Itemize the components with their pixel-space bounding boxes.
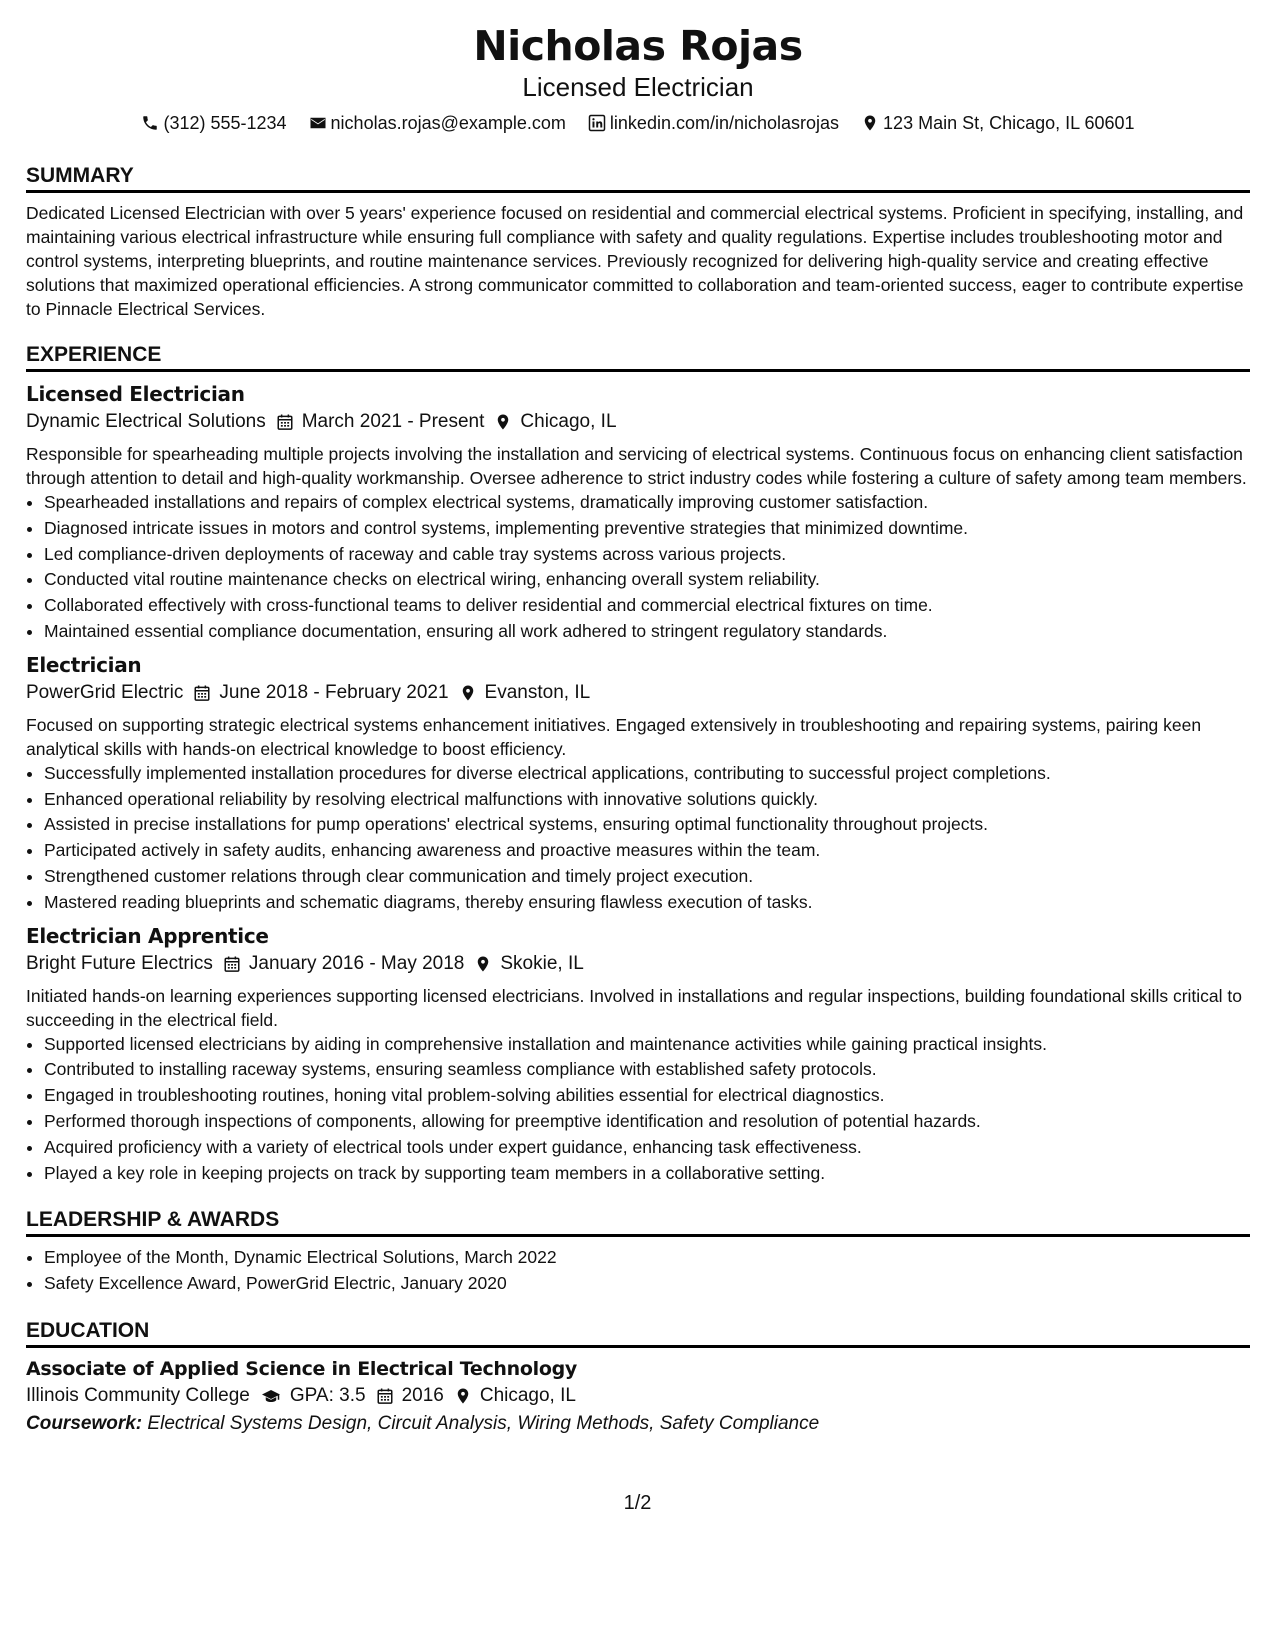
job-entry <box>26 380 1250 645</box>
job-bullets <box>26 490 1250 645</box>
job-location-text: Evanston, IL <box>484 681 591 703</box>
list-item: • Conducted vital routine maintenance checks on electrical wiring, enhancing overall system reliability. <box>44 567 1250 593</box>
resume-page <box>26 20 1250 1438</box>
job-dates-text: January 2016 - May 2018 <box>248 952 465 974</box>
job-meta <box>26 408 1250 436</box>
linkedin-icon <box>588 114 606 132</box>
job-entry <box>26 922 1250 1187</box>
contact-linkedin-text: linkedin.com/in/nicholasrojas <box>609 113 840 133</box>
contact-bar <box>26 110 1250 136</box>
job-location <box>459 679 591 707</box>
gpa <box>260 1382 366 1410</box>
list-item: • Safety Excellence Award, PowerGrid Electric, January 2020 <box>44 1271 1250 1297</box>
job-title: Electrician Apprentice <box>26 923 269 948</box>
list-item: • Led compliance-driven deployments of raceway and cable tray systems across various projects. <box>44 542 1250 568</box>
job-dates <box>276 408 485 436</box>
map-pin-icon <box>494 413 512 431</box>
graduation-cap-icon <box>260 1387 282 1405</box>
school-name: Illinois Community College <box>26 1384 250 1406</box>
company-name: Dynamic Electrical Solutions <box>26 411 266 432</box>
awards-list <box>26 1245 1250 1297</box>
job-meta <box>26 679 1250 707</box>
calendar-icon <box>193 684 211 702</box>
list-item: • Engaged in troubleshooting routines, honing vital problem-solving abilities essential for electrical diagnostics. <box>44 1083 1250 1109</box>
contact-linkedin[interactable] <box>588 110 839 136</box>
map-pin-icon <box>474 955 492 973</box>
map-pin-icon <box>861 114 879 132</box>
job-description: Focused on supporting strategic electrical systems enhancement initiatives. Engaged extensively in troubleshooting and repairing systems, pairing keen analytical skills with hands-on electrical knowledge to boost efficiency. <box>26 714 1202 759</box>
list-item: • Supported licensed electricians by aiding in comprehensive installation and maintenance activities while gaining practical insights. <box>44 1032 1250 1058</box>
summary-text: Dedicated Licensed Electrician with over 5 years' experience focused on residential and commercial electrical systems. Proficient in specifying, installing, and maintaining various electrical infrastructure while ensuring full compliance with safety and quality regulations. Expertise includes troubleshooting motor and control systems, interpreting blueprints, and routine maintenance services. Previously recognized for delivering high-quality service and creating effective solutions that maximized operational efficiencies. A strong communicator committed to collaboration and team-oriented success, eager to contribute expertise to Pinnacle Electrical Services. <box>26 203 1244 319</box>
candidate-title: Licensed Electrician <box>522 72 754 102</box>
contact-email[interactable] <box>309 110 566 136</box>
job-entry <box>26 651 1250 916</box>
list-item: • Participated actively in safety audits, enhancing awareness and proactive measures within the team. <box>44 838 1250 864</box>
envelope-icon <box>309 114 327 132</box>
graduation-year <box>376 1382 444 1410</box>
job-location-text: Skokie, IL <box>500 952 584 974</box>
map-pin-icon <box>454 1387 472 1405</box>
education-location-text: Chicago, IL <box>479 1384 576 1406</box>
candidate-name: Nicholas Rojas <box>473 22 803 70</box>
education-heading: EDUCATION <box>26 1317 1250 1348</box>
awards-heading: LEADERSHIP & AWARDS <box>26 1206 1250 1237</box>
list-item: • Employee of the Month, Dynamic Electrical Solutions, March 2022 <box>44 1245 1250 1271</box>
calendar-icon <box>376 1387 394 1405</box>
list-item: • Successfully implemented installation procedures for diverse electrical applications, contributing to successful project completions. <box>44 761 1250 787</box>
contact-address <box>861 110 1135 136</box>
list-item: • Contributed to installing raceway systems, ensuring seamless compliance with established safety protocols. <box>44 1057 1250 1083</box>
education-location <box>454 1382 576 1410</box>
job-location <box>494 408 616 436</box>
coursework-label: Coursework: <box>26 1412 143 1434</box>
list-item: • Diagnosed intricate issues in motors and control systems, implementing preventive strategies that minimized downtime. <box>44 516 1250 542</box>
job-bullets <box>26 1032 1250 1187</box>
job-dates-text: June 2018 - February 2021 <box>219 681 449 703</box>
calendar-icon <box>276 413 294 431</box>
job-title: Licensed Electrician <box>26 382 245 406</box>
job-location-text: Chicago, IL <box>520 411 617 432</box>
degree-title: Associate of Applied Science in Electrical Technology <box>26 1357 577 1380</box>
list-item: • Mastered reading blueprints and schematic diagrams, thereby ensuring flawless execution of tasks. <box>44 890 1250 916</box>
job-meta <box>26 950 1250 978</box>
job-dates <box>193 679 448 707</box>
list-item: • Assisted in precise installations for pump operations' electrical systems, ensuring optimal functionality throughout projects. <box>44 812 1250 838</box>
calendar-icon <box>223 955 241 973</box>
summary-heading: SUMMARY <box>26 162 1250 193</box>
job-dates-text: March 2021 - Present <box>301 411 485 432</box>
list-item: • Spearheaded installations and repairs of complex electrical systems, dramatically improving customer satisfaction. <box>44 490 1250 516</box>
list-item: • Performed thorough inspections of components, allowing for preemptive identification and resolution of potential hazards. <box>44 1109 1250 1135</box>
job-description: Initiated hands-on learning experiences supporting licensed electricians. Involved in installations and regular inspections, building foundational skills critical to succeeding in the electrical field. <box>26 985 1242 1030</box>
gpa-text: GPA: 3.5 <box>289 1384 366 1406</box>
contact-phone-text: (312) 555-1234 <box>163 113 287 133</box>
page-number: 1/2 <box>623 1492 652 1514</box>
contact-address-text: 123 Main St, Chicago, IL 60601 <box>883 113 1135 133</box>
job-description: Responsible for spearheading multiple projects involving the installation and servicing of electrical systems. Continuous focus on enhancing client satisfaction through attention to detail and high-quality workmanship. Oversee adherence to strict industry codes while fostering a culture of safety among team members. <box>26 444 1247 488</box>
job-dates <box>223 950 464 978</box>
list-item: • Strengthened customer relations through clear communication and timely project execution. <box>44 864 1250 890</box>
list-item: • Played a key role in keeping projects on track by supporting team members in a collaborative setting. <box>44 1161 1250 1187</box>
education-meta <box>26 1382 1250 1410</box>
graduation-year-text: 2016 <box>401 1384 444 1406</box>
job-location <box>474 950 583 978</box>
experience-heading: EXPERIENCE <box>26 341 1250 372</box>
job-title: Electrician <box>26 652 142 677</box>
list-item: • Collaborated effectively with cross-functional teams to deliver residential and commercial electrical fixtures on time. <box>44 593 1250 619</box>
company-name: PowerGrid Electric <box>26 681 184 703</box>
company-name: Bright Future Electrics <box>26 952 213 974</box>
contact-phone[interactable] <box>141 110 286 136</box>
list-item: • Maintained essential compliance documentation, ensuring all work adhered to stringent regulatory standards. <box>44 619 1250 645</box>
coursework-text: Electrical Systems Design, Circuit Analysis, Wiring Methods, Safety Compliance <box>147 1412 820 1434</box>
phone-icon <box>141 114 159 132</box>
list-item: • Acquired proficiency with a variety of electrical tools under expert guidance, enhancing task effectiveness. <box>44 1135 1250 1161</box>
job-bullets <box>26 761 1250 916</box>
list-item: • Enhanced operational reliability by resolving electrical malfunctions with innovative solutions quickly. <box>44 787 1250 813</box>
contact-email-text: nicholas.rojas@example.com <box>330 113 566 133</box>
map-pin-icon <box>459 684 477 702</box>
coursework <box>26 1410 1250 1438</box>
